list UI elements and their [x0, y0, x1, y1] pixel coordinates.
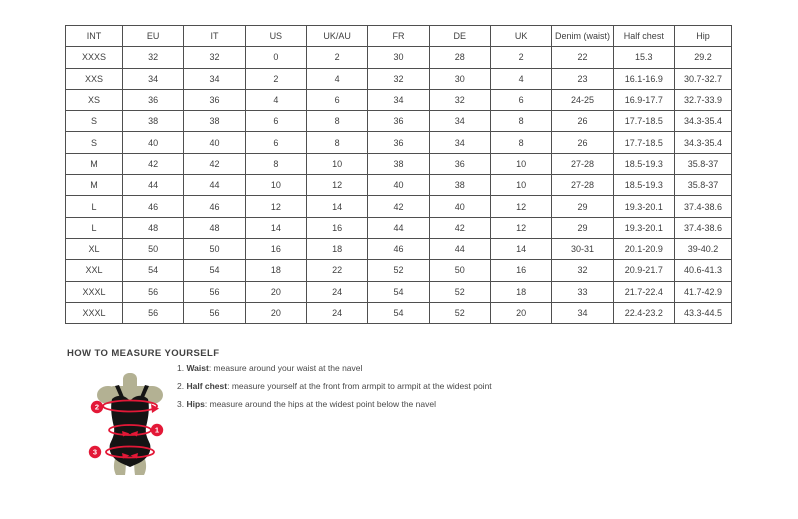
table-cell: 36 — [368, 111, 429, 132]
chest-arrowhead — [151, 404, 159, 413]
table-cell: 42 — [123, 153, 184, 174]
table-cell: 18.5-19.3 — [613, 175, 674, 196]
table-cell: 56 — [123, 281, 184, 302]
table-cell: 56 — [184, 281, 245, 302]
table-cell: 8 — [490, 132, 551, 153]
table-cell: 10 — [490, 175, 551, 196]
table-cell: 17.7-18.5 — [613, 111, 674, 132]
table-cell: 20 — [490, 302, 551, 323]
table-cell: 43.3-44.5 — [675, 302, 732, 323]
table-cell: 40 — [368, 175, 429, 196]
table-cell: 48 — [123, 217, 184, 238]
measure-section-heading: HOW TO MEASURE YOURSELF — [67, 348, 220, 359]
table-cell: 24 — [306, 281, 367, 302]
measurement-figure-illustration — [88, 373, 168, 475]
table-cell: L — [66, 196, 123, 217]
measure-step-hips — [177, 400, 492, 409]
badge-half-chest-number: 2 — [94, 402, 100, 412]
table-row — [66, 111, 732, 132]
table-cell: 22 — [306, 260, 367, 281]
table-cell: 29 — [552, 217, 613, 238]
column-header: IT — [184, 26, 245, 47]
table-row — [66, 132, 732, 153]
table-cell: 4 — [490, 68, 551, 89]
table-cell: 35.8-37 — [675, 175, 732, 196]
table-cell: 36 — [184, 89, 245, 110]
table-cell: 38 — [123, 111, 184, 132]
table-cell: 32 — [184, 47, 245, 68]
table-cell: 30.7-32.7 — [675, 68, 732, 89]
table-cell: 44 — [123, 175, 184, 196]
table-cell: 12 — [490, 217, 551, 238]
table-cell: 34.3-35.4 — [675, 111, 732, 132]
table-cell: 6 — [245, 111, 306, 132]
column-header: EU — [123, 26, 184, 47]
table-cell: 32 — [368, 68, 429, 89]
table-cell: 26 — [552, 132, 613, 153]
table-cell: 33 — [552, 281, 613, 302]
column-header: US — [245, 26, 306, 47]
table-cell: 21.7-22.4 — [613, 281, 674, 302]
table-cell: 40.6-41.3 — [675, 260, 732, 281]
table-cell: 32 — [429, 89, 490, 110]
table-cell: 35.8-37 — [675, 153, 732, 174]
table-cell: 46 — [184, 196, 245, 217]
table-cell: 37.4-38.6 — [675, 196, 732, 217]
measure-step-half-chest — [177, 382, 492, 391]
table-cell: 41.7-42.9 — [675, 281, 732, 302]
table-cell: 44 — [368, 217, 429, 238]
table-cell: 0 — [245, 47, 306, 68]
table-cell: 10 — [490, 153, 551, 174]
table-row — [66, 217, 732, 238]
table-cell: 15.3 — [613, 47, 674, 68]
table-cell: 29.2 — [675, 47, 732, 68]
table-cell: M — [66, 175, 123, 196]
table-row — [66, 196, 732, 217]
table-row — [66, 302, 732, 323]
table-cell: 14 — [245, 217, 306, 238]
table-cell: 37.4-38.6 — [675, 217, 732, 238]
table-cell: 50 — [123, 238, 184, 259]
table-cell: 30-31 — [552, 238, 613, 259]
table-cell: 38 — [368, 153, 429, 174]
table-cell: M — [66, 153, 123, 174]
table-cell: XXS — [66, 68, 123, 89]
table-cell: 40 — [123, 132, 184, 153]
table-cell: 27-28 — [552, 175, 613, 196]
badge-hips — [89, 446, 101, 458]
step-label: Hips — [186, 399, 205, 409]
step-label: Waist — [186, 363, 209, 373]
table-cell: 12 — [490, 196, 551, 217]
size-chart-header — [66, 26, 732, 47]
column-header: DE — [429, 26, 490, 47]
table-cell: 32 — [552, 260, 613, 281]
table-cell: 23 — [552, 68, 613, 89]
table-cell: 8 — [306, 111, 367, 132]
step-text: : measure around the hips at the widest point below the navel — [204, 399, 436, 409]
table-cell: 20 — [245, 302, 306, 323]
table-row — [66, 47, 732, 68]
table-cell: 18 — [306, 238, 367, 259]
table-cell: 6 — [306, 89, 367, 110]
table-cell: L — [66, 217, 123, 238]
table-cell: 24-25 — [552, 89, 613, 110]
table-cell: 40 — [429, 196, 490, 217]
table-cell: 54 — [184, 260, 245, 281]
table-cell: 16 — [306, 217, 367, 238]
table-row — [66, 260, 732, 281]
table-cell: 48 — [184, 217, 245, 238]
column-header: Half chest — [613, 26, 674, 47]
table-cell: 50 — [184, 238, 245, 259]
table-cell: 46 — [123, 196, 184, 217]
column-header: Denim (waist) — [552, 26, 613, 47]
column-header: FR — [368, 26, 429, 47]
table-row — [66, 281, 732, 302]
table-cell: 34 — [429, 132, 490, 153]
table-cell: 4 — [245, 89, 306, 110]
table-cell: 4 — [306, 68, 367, 89]
table-cell: XXXL — [66, 281, 123, 302]
badge-waist-number: 1 — [154, 425, 160, 435]
table-cell: 19.3-20.1 — [613, 217, 674, 238]
table-cell: 18 — [245, 260, 306, 281]
measure-step-waist — [177, 364, 492, 373]
table-row — [66, 68, 732, 89]
table-cell: 27-28 — [552, 153, 613, 174]
table-cell: 2 — [306, 47, 367, 68]
table-cell: 34.3-35.4 — [675, 132, 732, 153]
table-cell: 34 — [184, 68, 245, 89]
table-cell: 30 — [368, 47, 429, 68]
table-cell: 44 — [429, 238, 490, 259]
column-header: Hip — [675, 26, 732, 47]
table-cell: 10 — [306, 153, 367, 174]
table-cell: S — [66, 132, 123, 153]
table-cell: 38 — [184, 111, 245, 132]
table-cell: 42 — [429, 217, 490, 238]
table-cell: 38 — [429, 175, 490, 196]
measure-instructions — [177, 364, 492, 418]
table-row — [66, 153, 732, 174]
table-cell: 18 — [490, 281, 551, 302]
table-cell: XXXS — [66, 47, 123, 68]
table-cell: 22.4-23.2 — [613, 302, 674, 323]
table-cell: 20.9-21.7 — [613, 260, 674, 281]
table-row — [66, 89, 732, 110]
table-cell: 22 — [552, 47, 613, 68]
table-cell: 54 — [368, 281, 429, 302]
table-cell: 29 — [552, 196, 613, 217]
table-cell: XL — [66, 238, 123, 259]
table-cell: 16 — [245, 238, 306, 259]
table-cell: 2 — [490, 47, 551, 68]
table-cell: 20.1-20.9 — [613, 238, 674, 259]
step-number: 1. — [177, 363, 185, 373]
table-cell: 14 — [490, 238, 551, 259]
table-cell: 36 — [123, 89, 184, 110]
size-chart-table — [65, 25, 732, 324]
table-cell: 34 — [368, 89, 429, 110]
table-cell: 42 — [184, 153, 245, 174]
step-text: : measure around your waist at the navel — [208, 363, 363, 373]
table-row — [66, 238, 732, 259]
table-cell: 16 — [490, 260, 551, 281]
badge-half-chest — [91, 401, 103, 413]
step-label: Half chest — [186, 381, 228, 391]
table-cell: 52 — [429, 281, 490, 302]
table-cell: 54 — [368, 302, 429, 323]
table-cell: 42 — [368, 196, 429, 217]
table-cell: XXXL — [66, 302, 123, 323]
table-cell: 12 — [306, 175, 367, 196]
table-cell: 44 — [184, 175, 245, 196]
badge-waist — [151, 424, 163, 436]
step-number: 2. — [177, 381, 185, 391]
table-cell: 34 — [123, 68, 184, 89]
table-cell: 52 — [429, 302, 490, 323]
column-header: UK — [490, 26, 551, 47]
mannequin-figure-svg — [88, 373, 168, 475]
step-number: 3. — [177, 399, 185, 409]
table-cell: 56 — [123, 302, 184, 323]
table-cell: 19.3-20.1 — [613, 196, 674, 217]
table-cell: 40 — [184, 132, 245, 153]
header-row — [66, 26, 732, 47]
table-cell: 16.9-17.7 — [613, 89, 674, 110]
table-cell: 16.1-16.9 — [613, 68, 674, 89]
table-cell: 2 — [245, 68, 306, 89]
table-cell: 39-40.2 — [675, 238, 732, 259]
step-text: : measure yourself at the front from armpit to armpit at the widest point — [227, 381, 492, 391]
badge-hips-number: 3 — [92, 447, 98, 457]
table-cell: 32 — [123, 47, 184, 68]
column-header: UK/AU — [306, 26, 367, 47]
table-cell: 8 — [306, 132, 367, 153]
table-cell: 12 — [245, 196, 306, 217]
table-cell: 18.5-19.3 — [613, 153, 674, 174]
table-cell: 34 — [429, 111, 490, 132]
table-cell: 17.7-18.5 — [613, 132, 674, 153]
table-cell: 36 — [368, 132, 429, 153]
table-cell: 30 — [429, 68, 490, 89]
table-cell: XS — [66, 89, 123, 110]
table-cell: 6 — [490, 89, 551, 110]
table-cell: 46 — [368, 238, 429, 259]
table-cell: XXL — [66, 260, 123, 281]
table-cell: 8 — [490, 111, 551, 132]
table-cell: 34 — [552, 302, 613, 323]
size-chart-body — [66, 47, 732, 324]
table-cell: 24 — [306, 302, 367, 323]
table-cell: 52 — [368, 260, 429, 281]
table-cell: 36 — [429, 153, 490, 174]
table-row — [66, 175, 732, 196]
table-cell: 26 — [552, 111, 613, 132]
column-header: INT — [66, 26, 123, 47]
table-cell: 6 — [245, 132, 306, 153]
table-cell: 28 — [429, 47, 490, 68]
table-cell: S — [66, 111, 123, 132]
table-cell: 54 — [123, 260, 184, 281]
table-cell: 8 — [245, 153, 306, 174]
table-cell: 20 — [245, 281, 306, 302]
table-cell: 14 — [306, 196, 367, 217]
table-cell: 32.7-33.9 — [675, 89, 732, 110]
table-cell: 56 — [184, 302, 245, 323]
table-cell: 50 — [429, 260, 490, 281]
table-cell: 10 — [245, 175, 306, 196]
